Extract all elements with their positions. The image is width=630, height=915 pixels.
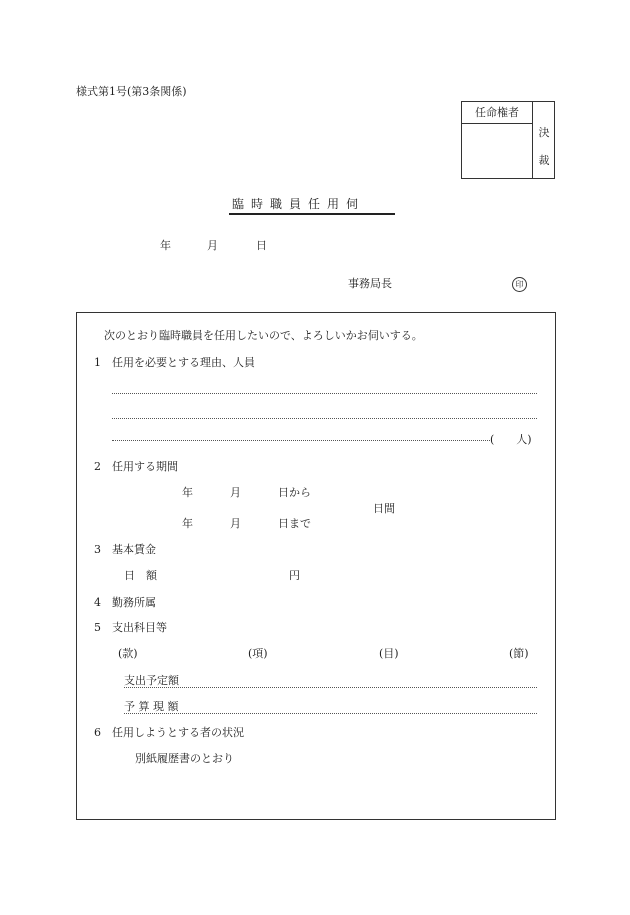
seal-mark: 印: [512, 277, 527, 292]
decision-column: [533, 102, 555, 178]
item-moku: (目): [379, 647, 399, 660]
item-kan: (款): [118, 647, 138, 660]
planned-expense-label: 支出予定額: [124, 674, 179, 687]
period-from-year: 年: [182, 486, 193, 499]
section-3-label: 基本賃金: [112, 543, 156, 556]
section-3-number: 3: [94, 543, 101, 556]
addressee: 事務局長: [348, 277, 392, 290]
section-1-number: 1: [94, 356, 101, 369]
date-year: 年: [160, 239, 171, 252]
resume-note: 別紙履歴書のとおり: [135, 752, 234, 765]
form-number: 様式第1号(第3条関係): [76, 85, 187, 98]
section-6-number: 6: [94, 726, 101, 739]
period-from-month: 月: [230, 486, 241, 499]
title-underline: [229, 213, 395, 215]
decision-char-1: 決: [538, 126, 550, 139]
approval-box: [461, 101, 555, 179]
appointer-column: [462, 102, 533, 178]
planned-expense-line[interactable]: [124, 687, 537, 688]
section-4-label: 勤務所属: [112, 596, 156, 609]
reason-line-1[interactable]: [112, 393, 537, 394]
reason-line-3[interactable]: [112, 440, 490, 441]
date-month: 月: [207, 239, 218, 252]
page-title: 臨時職員任用伺: [232, 197, 366, 211]
reason-line-2[interactable]: [112, 418, 537, 419]
date-day: 日: [256, 239, 267, 252]
period-until-month: 月: [230, 517, 241, 530]
persons-count: ( 人): [490, 433, 532, 446]
section-6-label: 任用しようとする者の状況: [112, 726, 244, 739]
decision-char-2: 裁: [538, 154, 550, 167]
form-body: [76, 312, 556, 820]
daily-amount-label: 日 額: [124, 569, 157, 582]
item-setsu: (節): [509, 647, 529, 660]
period-until-day: 日まで: [278, 517, 311, 530]
section-5-number: 5: [94, 621, 101, 634]
appointer-label: 任命権者: [462, 102, 532, 124]
period-days: 日間: [373, 502, 395, 515]
period-from-day: 日から: [278, 486, 311, 499]
section-2-number: 2: [94, 460, 101, 473]
yen-unit: 円: [289, 569, 300, 582]
section-4-number: 4: [94, 596, 101, 609]
budget-line[interactable]: [124, 713, 537, 714]
intro-text: 次のとおり臨時職員を任用したいので、よろしいかお伺いする。: [104, 329, 423, 342]
budget-label: 予 算 現 額: [124, 700, 179, 713]
period-until-year: 年: [182, 517, 193, 530]
item-kou: (項): [248, 647, 268, 660]
section-1-label: 任用を必要とする理由、人員: [112, 356, 255, 369]
section-2-label: 任用する期間: [112, 460, 178, 473]
section-5-label: 支出科目等: [112, 621, 167, 634]
